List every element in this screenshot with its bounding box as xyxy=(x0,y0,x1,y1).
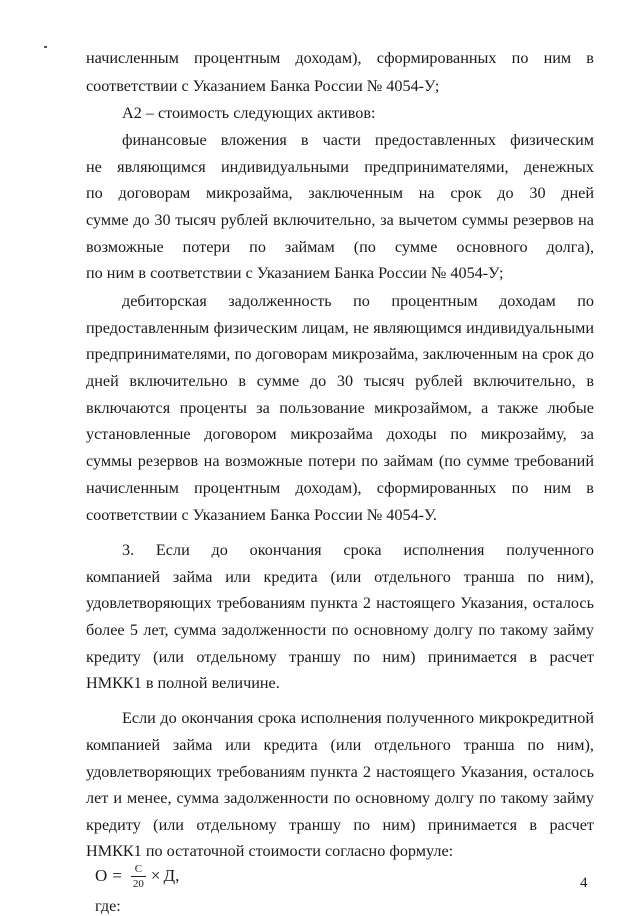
where-label: где: xyxy=(95,897,121,915)
text-line: предпринимателями, по договорам микрозайма, заключенным на срок до xyxy=(86,345,594,363)
word: или xyxy=(225,736,251,754)
word: займа xyxy=(172,568,213,586)
text-line: финансовые вложения в части предоставленных физическим xyxy=(122,131,594,149)
text-line: возможные потери по займам (по сумме основного долга), xyxy=(86,238,594,256)
text-line: дебиторская задолженность по процентным доходам по xyxy=(122,292,594,310)
text-line: соответствии с Указанием Банка России № 4054-У. xyxy=(86,506,437,524)
text-line: дней включительно в сумме до 30 тысяч рублей включительно, в xyxy=(86,372,594,390)
text-line: удовлетворяющих требованиям пункта 2 настоящего Указания, осталось xyxy=(86,763,594,781)
text-line: удовлетворяющих требованиям пункта 2 настоящего Указания, осталось xyxy=(86,594,594,612)
text-line: по ним в соответствии с Указанием Банка России № 4054-У; xyxy=(86,264,504,282)
formula-fraction xyxy=(131,863,146,890)
word: (или xyxy=(330,568,362,586)
text-line: не являющимся индивидуальными предпринимателями, денежных xyxy=(86,158,594,176)
text-line xyxy=(86,567,594,587)
word: по xyxy=(511,479,529,497)
text-line: более 5 лет, сумма задолженности по основному долгу по такому займу xyxy=(86,621,594,639)
formula-denominator: 20 xyxy=(132,877,144,890)
page-number: 4 xyxy=(580,875,588,891)
text-line: кредиту (или отдельному траншу по ним) принимается в расчет xyxy=(86,816,594,834)
word: транша xyxy=(463,736,515,754)
word: по xyxy=(511,49,529,67)
text-line: А2 – стоимость следующих активов: xyxy=(122,104,376,122)
word: ним), xyxy=(556,736,594,754)
text-line: установленные договором микрозайма доходы по микрозайму, за xyxy=(86,425,594,443)
text-line: включаются проценты за пользование микрозаймом, а также любые xyxy=(86,399,594,417)
word: сформированных xyxy=(376,49,497,67)
text-line: Если до окончания срока исполнения полученного микрокредитной xyxy=(122,709,594,727)
word: компанией xyxy=(86,736,161,754)
word: доходам), xyxy=(295,49,362,67)
word: по xyxy=(527,568,545,586)
text-line xyxy=(86,48,594,68)
formula xyxy=(95,861,179,891)
text-line: НМКК1 по остаточной стоимости согласно формуле: xyxy=(86,842,454,860)
word: в xyxy=(586,49,594,67)
word: кредита xyxy=(263,736,318,754)
word: доходам), xyxy=(295,479,362,497)
text-line: по договорам микрозайма, заключенным на срок до 30 дней xyxy=(86,184,594,202)
word: отдельного xyxy=(374,736,451,754)
text-line: 3. Если до окончания срока исполнения полученного xyxy=(122,541,594,559)
word: ним xyxy=(543,479,572,497)
word: ним), xyxy=(556,568,594,586)
formula-numerator: С xyxy=(134,862,143,875)
text-line: суммы резервов на возможные потери по займам (по сумме требований xyxy=(86,452,594,470)
word: процентным xyxy=(194,49,281,67)
word: займа xyxy=(172,736,213,754)
text-line: НМКК1 в полной величине. xyxy=(86,674,280,692)
word: в xyxy=(586,479,594,497)
word: или xyxy=(225,568,251,586)
text-line: лет и менее, сумма задолженности по основному долгу по такому займу xyxy=(86,789,594,807)
text-line: сумме до 30 тысяч рублей включительно, за вычетом суммы резервов на xyxy=(86,211,594,229)
text-line: предоставленным физическим лицам, не являющимся индивидуальными xyxy=(86,319,594,337)
word: сформированных xyxy=(376,479,497,497)
word: начисленным xyxy=(86,49,179,67)
word: отдельного xyxy=(374,568,451,586)
word: начисленным xyxy=(86,479,179,497)
word: (или xyxy=(330,736,362,754)
fraction-bar xyxy=(131,876,146,877)
word: компанией xyxy=(86,568,161,586)
text-line xyxy=(86,478,594,498)
formula-lhs: О xyxy=(95,866,108,885)
text-line: кредиту (или отдельному траншу по ним) принимается в расчет xyxy=(86,648,594,666)
formula-rhs: Д, xyxy=(163,866,180,885)
formula-times: × xyxy=(150,866,161,885)
scan-mark xyxy=(44,46,47,48)
word: процентным xyxy=(194,479,281,497)
text-line: соответствии с Указанием Банка России № 4054-У; xyxy=(86,77,440,95)
word: по xyxy=(527,736,545,754)
word: кредита xyxy=(263,568,318,586)
word: транша xyxy=(463,568,515,586)
formula-equals: = xyxy=(112,866,122,885)
word: ним xyxy=(543,49,572,67)
text-line xyxy=(86,735,594,755)
